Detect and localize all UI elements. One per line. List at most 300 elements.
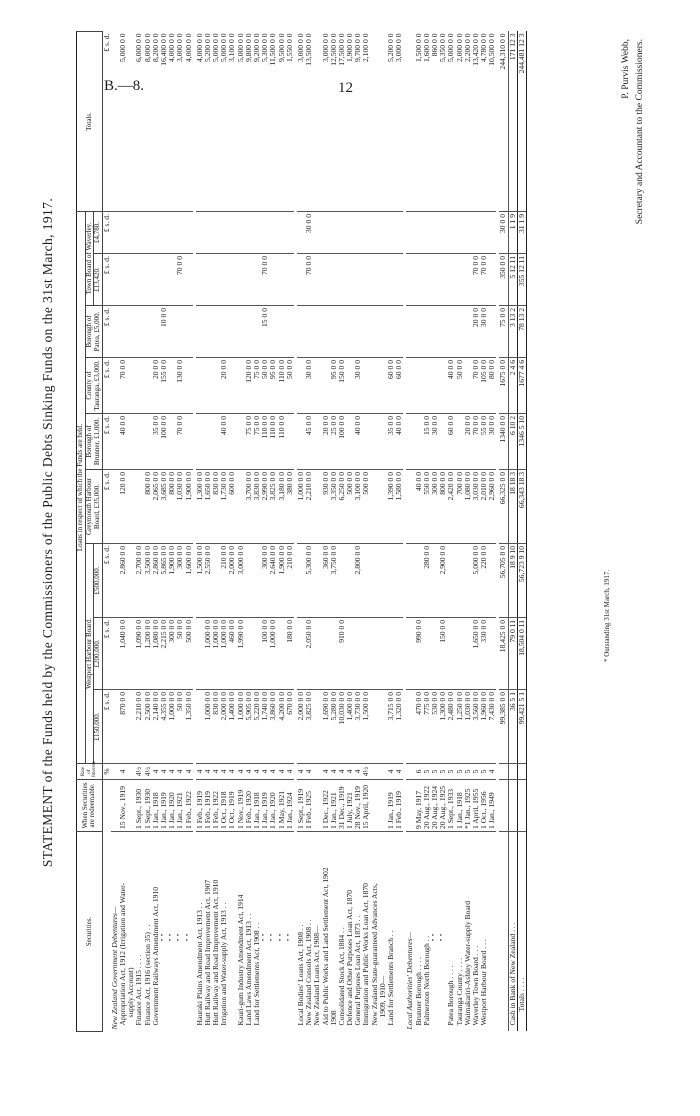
security-cell: " " [158, 933, 168, 942]
amount-cell: 75 0 0 [253, 414, 261, 470]
security-cell: General Purposes Loan Act, 1873 . . [353, 915, 363, 1026]
amount-cell: 3,730 0 0 [354, 690, 362, 764]
amount-cell: 50 0 0 [176, 690, 184, 764]
amount-cell: 1 1 9 [508, 212, 517, 254]
amount-cell [447, 618, 455, 690]
rate-cell: 5 [423, 764, 431, 780]
redeemable-cell: 1 Feb., 1922 [185, 780, 193, 832]
amount-cell: 30 0 0 [431, 414, 439, 470]
amount-cell: 30 0 0 [480, 306, 488, 358]
amount-cell: 110 0 0 [261, 414, 269, 470]
amount-cell [395, 544, 403, 618]
redeemable-cell: 1 Oct., 1956 [480, 780, 488, 832]
security-cell: Land Laws Amendment Act, 1913 . . [243, 913, 253, 1026]
amount-cell: 10,030 0 0 [338, 690, 346, 764]
amount-cell: 3,500 0 0 [144, 544, 152, 618]
table-body [102, 32, 526, 1032]
total-cell: 9,800 0 0 [245, 32, 253, 212]
redeemable-cell: 20 Aug., 1922 [423, 780, 431, 832]
redeemable-cell: 1 Feb., 1919 [395, 780, 403, 832]
amount-cell [431, 306, 439, 358]
amount-cell: 300 0 0 [176, 544, 184, 618]
security-cell [395, 832, 403, 1032]
rate-cell: 4 [330, 764, 338, 780]
amount-cell [160, 212, 168, 254]
amount-cell: 30 0 0 [499, 212, 508, 254]
statement-title: STATEMENT of the Funds held by the Commissioners of the Public Debts Sinking Funds on the 31st March, 1917. [40, 197, 55, 868]
amount-cell: 300 0 0 [431, 470, 439, 544]
amount-cell: 300 0 0 [261, 544, 269, 618]
total-cell: 3,100 0 0 [228, 32, 236, 212]
page-number: 12 [338, 80, 353, 96]
amount-cell: 100 0 0 [261, 618, 269, 690]
rate-cell [371, 764, 379, 780]
westport-500-header: £500,000. [94, 544, 103, 618]
table-row [431, 32, 439, 1032]
amount-cell: 775 0 0 [423, 690, 431, 764]
amount-cell: 20 0 0 [464, 414, 472, 470]
security-cell: Defence and Other Purposes Loan Act, 1870 [345, 889, 355, 1026]
total-cell: 8,200 0 0 [152, 32, 160, 212]
total-cell: 244,481 12 3 [517, 32, 526, 212]
table-row [176, 32, 184, 1032]
amount-cell [278, 254, 286, 306]
amount-cell [168, 212, 176, 254]
security-cell: New Zealand State-guaranteed Advances Acts, [369, 883, 379, 1026]
amount-cell: 95 0 0 [269, 358, 277, 414]
security-cell: Finance Act, 1916 (section 35) . . [142, 924, 152, 1026]
amount-cell [322, 212, 330, 254]
redeemable-cell: 1 Sept., 1930 [144, 780, 152, 832]
amount-cell: 100 0 0 [338, 414, 346, 470]
securities-header: Securities. [77, 832, 103, 1032]
amount-cell: 31 1 9 [517, 212, 526, 254]
redeemable-cell: 20 Aug., 1925 [439, 780, 447, 832]
total-cell: 11,500 0 0 [269, 32, 277, 212]
units-cell: £ s. d. [102, 414, 111, 470]
amount-cell: 110 0 0 [278, 358, 286, 414]
amount-cell: 2,860 0 0 [152, 544, 160, 618]
table-row [406, 32, 414, 1032]
amount-cell [119, 254, 127, 306]
amount-cell: 3,000 0 0 [237, 544, 245, 618]
amount-cell: 3,030 0 0 [472, 470, 480, 544]
rate-cell: 4 [269, 764, 277, 780]
amount-cell: 120 0 0 [245, 358, 253, 414]
amount-cell: 55 0 0 [480, 414, 488, 470]
total-cell: 17,500 0 0 [338, 32, 346, 212]
amount-cell: 1,960 0 0 [480, 690, 488, 764]
table-row [362, 32, 370, 1032]
rate-cell: 4 [237, 764, 245, 780]
redeemable-cell: 1 Feb., 1922 [212, 780, 220, 832]
table-row [286, 32, 294, 1032]
redeemable-cell: 31 Dec., 1919 [338, 780, 346, 832]
amount-cell [456, 254, 464, 306]
total-cell: 1,600 0 0 [423, 32, 431, 212]
rate-cell: 4 [253, 764, 261, 780]
table-row [456, 32, 464, 1032]
amount-cell: 500 0 0 [346, 470, 354, 544]
amount-cell [379, 544, 387, 618]
amount-cell [144, 306, 152, 358]
rate-cell: 4 [286, 764, 294, 780]
security-cell: Appropriation Act, 1912 (Irrigation and Water- [118, 883, 128, 1026]
amount-cell: 3,825 0 0 [305, 690, 313, 764]
amount-cell [176, 212, 184, 254]
table-row [253, 32, 261, 1032]
amount-cell [406, 254, 414, 306]
amount-cell: 5,220 0 0 [253, 690, 261, 764]
amount-cell [354, 618, 362, 690]
table-row [472, 32, 480, 1032]
amount-cell [228, 254, 236, 306]
total-cell: 3,000 0 0 [176, 32, 184, 212]
amount-cell: 1,030 0 0 [464, 690, 472, 764]
redeemable-cell [499, 780, 508, 832]
table-row [379, 32, 387, 1032]
table-row [423, 32, 431, 1032]
amount-cell: 300 0 0 [168, 618, 176, 690]
amount-cell [313, 618, 321, 690]
signatory-name: P. Purvis Webb, [621, 39, 631, 99]
total-cell: 5,000 0 0 [220, 32, 228, 212]
security-cell: Aid to Public Works and Land Settlement Act, 1902 [320, 867, 330, 1026]
total-cell: 5,200 0 0 [204, 32, 212, 212]
total-cell: 5,000 0 0 [212, 32, 220, 212]
amount-cell [127, 414, 135, 470]
amount-cell: 1,690 0 0 [322, 690, 330, 764]
amount-cell [456, 544, 464, 618]
amount-cell [338, 254, 346, 306]
amount-cell: 1,250 0 0 [456, 690, 464, 764]
total-cell: 13,420 0 0 [472, 32, 480, 212]
amount-cell: 1,000 0 0 [297, 470, 305, 544]
amount-cell [488, 306, 496, 358]
patea-header: Borough of Patea, £5,000. [85, 306, 102, 358]
amount-cell: 350 0 0 [499, 254, 508, 306]
amount-cell: 15 0 0 [423, 414, 431, 470]
amount-cell: 280 0 0 [423, 544, 431, 618]
amount-cell: 70 0 0 [261, 254, 269, 306]
redeemable-cell: 1 Oct., 1918 [220, 780, 228, 832]
amount-cell: 1,900 0 0 [168, 544, 176, 618]
units-cell: £ s. d. [102, 470, 111, 544]
total-cell: 5,300 0 0 [261, 32, 269, 212]
amount-cell: 30 0 0 [354, 358, 362, 414]
total-cell: 4,000 0 0 [168, 32, 176, 212]
amount-cell: 20 0 0 [220, 358, 228, 414]
units-cell: £ s. d. [102, 618, 111, 690]
amount-cell [196, 414, 204, 470]
rate-header: Rate of Interest. [77, 764, 103, 780]
rate-cell: 4 [322, 764, 330, 780]
waverley-13420-header: £13,420. [94, 254, 103, 306]
total-cell: 3,000 0 0 [322, 32, 330, 212]
amount-cell: 2,480 0 0 [447, 690, 455, 764]
amount-cell [387, 254, 395, 306]
table-row [212, 32, 220, 1032]
amount-cell [119, 306, 127, 358]
amount-cell: 5,865 0 0 [160, 544, 168, 618]
amount-cell: 70 0 0 [480, 254, 488, 306]
security-cell: Land for Settlements Branch . . [386, 930, 396, 1026]
security-cell: Palmerston North Borough . . [421, 935, 431, 1026]
amount-cell: 7,430 0 0 [488, 690, 496, 764]
amount-cell: 600 0 0 [228, 470, 236, 544]
amount-cell [371, 544, 379, 618]
amount-cell: 330 0 0 [480, 618, 488, 690]
amount-cell [135, 306, 143, 358]
amount-cell: 3,830 0 0 [253, 470, 261, 544]
amount-cell: 1,900 0 0 [185, 470, 193, 544]
amount-cell [488, 254, 496, 306]
amount-cell: 5,280 0 0 [330, 690, 338, 764]
security-cell: " " [429, 933, 439, 942]
amount-cell: 3,825 0 0 [269, 470, 277, 544]
redeemable-cell: 1 Dec., 1922 [322, 780, 330, 832]
amount-cell [406, 212, 414, 254]
amount-cell [447, 306, 455, 358]
amount-cell: 3,685 0 0 [160, 470, 168, 544]
amount-cell: 35 0 0 [152, 414, 160, 470]
table-row [371, 32, 379, 1032]
total-cell: 2,100 0 0 [362, 32, 370, 212]
amount-cell: 1,000 0 0 [212, 618, 220, 690]
brunner-header: Borough of Brunner, £1,000. [85, 414, 102, 470]
amount-cell [346, 212, 354, 254]
table-row [144, 32, 152, 1032]
amount-cell: 150 0 0 [439, 618, 447, 690]
security-cell: " " [175, 933, 185, 942]
amount-cell: 40 0 0 [395, 414, 403, 470]
amount-cell [119, 212, 127, 254]
amount-cell: 1,000 0 0 [204, 690, 212, 764]
amount-cell: 1675 0 0 [499, 358, 508, 414]
table-row [135, 32, 143, 1032]
amount-cell: 5,905 0 0 [245, 690, 253, 764]
units-cell: £ s. d. [102, 690, 111, 764]
amount-cell: 1,400 0 0 [346, 690, 354, 764]
redeemable-cell: 1 Sept., 1930 [135, 780, 143, 832]
amount-cell [415, 254, 423, 306]
amount-cell [313, 212, 321, 254]
amount-cell: 2,640 0 0 [269, 544, 277, 618]
redeemable-cell: *1 Jan., 1925 [464, 780, 472, 832]
amount-cell: 130 0 0 [176, 358, 184, 414]
amount-cell [152, 212, 160, 254]
amount-cell [127, 306, 135, 358]
amount-cell: 1,030 0 0 [176, 470, 184, 544]
amount-cell [488, 618, 496, 690]
amount-cell [362, 544, 370, 618]
amount-cell: 2,210 0 0 [135, 690, 143, 764]
amount-cell: 220 0 0 [480, 544, 488, 618]
security-cell: 1909, 1910— [377, 975, 387, 1018]
amount-cell: 1,730 0 0 [220, 470, 228, 544]
amount-cell [387, 306, 395, 358]
total-cell: 13,500 0 0 [305, 32, 313, 212]
table-row [245, 32, 253, 1032]
amount-cell: 75 0 0 [499, 306, 508, 358]
amount-cell: 800 0 0 [439, 470, 447, 544]
amount-cell [127, 212, 135, 254]
total-cell: 2,200 0 0 [464, 32, 472, 212]
redeemable-cell: 1 Jan., 1919 [387, 780, 395, 832]
rate-cell: 6 [415, 764, 423, 780]
units-cell: £ s. d. [102, 544, 111, 618]
amount-cell: 3 13 2 [508, 306, 517, 358]
total-cell: 3,000 0 0 [395, 32, 403, 212]
total-cell: 1,550 0 0 [286, 32, 294, 212]
total-cell: 8,000 0 0 [144, 32, 152, 212]
amount-cell: 2,000 0 0 [297, 690, 305, 764]
amount-cell [269, 306, 277, 358]
total-cell: 5,350 0 0 [439, 32, 447, 212]
redeemable-cell: 1 Jan., 1921 [330, 780, 338, 832]
amount-cell [185, 358, 193, 414]
rate-cell: 4 [185, 764, 193, 780]
rate-cell: 4 [261, 764, 269, 780]
amount-cell: 110 0 0 [278, 414, 286, 470]
redeemable-cell: 1 Jan., 1920 [269, 780, 277, 832]
amount-cell [135, 254, 143, 306]
amount-cell: 2 4 6 [508, 358, 517, 414]
amount-cell: 70 0 0 [176, 254, 184, 306]
amount-cell [253, 212, 261, 254]
signatory-role: Secretary and Accountant to the Commissioners. [634, 39, 645, 225]
amount-cell: 36 5 1 [508, 690, 517, 764]
table-row [338, 32, 346, 1032]
amount-cell: 910 0 0 [338, 618, 346, 690]
amount-cell: 550 0 0 [423, 470, 431, 544]
amount-cell [447, 254, 455, 306]
redeemable-cell: 1 May, 1921 [278, 780, 286, 832]
amount-cell: 1,000 0 0 [204, 618, 212, 690]
rate-cell: 5 [456, 764, 464, 780]
amount-cell [322, 254, 330, 306]
amount-cell [415, 358, 423, 414]
amount-cell: 1,080 0 0 [464, 470, 472, 544]
amount-cell [464, 212, 472, 254]
amount-cell: 66,325 0 0 [499, 470, 508, 544]
amount-cell [488, 544, 496, 618]
security-cell: Hauraki Plains Amendment Act, 1913 . . [194, 902, 204, 1026]
amount-cell [387, 618, 395, 690]
security-cell: Local Bodies' Loans Act, 1908 . . [295, 924, 305, 1026]
table-row [261, 32, 269, 1032]
security-cell: New Zealand Loans Act, 1908— [312, 925, 322, 1026]
amount-cell [313, 358, 321, 414]
units-cell: £ s. d. [102, 254, 111, 306]
westport-header: Westport Harbour Board. [85, 544, 94, 764]
security-cell: " " [276, 933, 286, 942]
rate-cell: 4 [354, 764, 362, 780]
rate-cell: 4 [228, 764, 236, 780]
amount-cell: 40 0 0 [415, 470, 423, 544]
rate-cell: 4 [346, 764, 354, 780]
amount-cell: 2,700 0 0 [135, 544, 143, 618]
amount-cell: 80 0 0 [488, 358, 496, 414]
sinking-funds-table [76, 31, 527, 1032]
amount-cell [127, 254, 135, 306]
amount-cell: 1677 4 6 [517, 358, 526, 414]
redeemable-cell: 1 Jan., 1918 [456, 780, 464, 832]
rate-cell: 4 [168, 764, 176, 780]
table-row [185, 32, 193, 1032]
amount-cell: 40 0 0 [220, 414, 228, 470]
amount-cell: 2,000 0 0 [228, 544, 236, 618]
amount-cell: 2,065 0 0 [152, 470, 160, 544]
security-cell: Brunner Borough . . . . [413, 956, 423, 1026]
amount-cell: 930 0 0 [322, 470, 330, 544]
amount-cell: 50 0 0 [456, 358, 464, 414]
amount-cell [371, 618, 379, 690]
rate-cell: 5 [464, 764, 472, 780]
total-cell: 9,700 0 0 [354, 32, 362, 212]
rate-cell: 4½ [144, 764, 152, 780]
amount-cell: 5,000 0 0 [472, 544, 480, 618]
amount-cell: 2,215 0 0 [160, 618, 168, 690]
total-cell: 2,000 0 0 [456, 32, 464, 212]
redeemable-cell [517, 780, 526, 832]
rate-cell: 4 [395, 764, 403, 780]
amount-cell: 1,300 0 0 [439, 690, 447, 764]
amount-cell: 870 0 0 [119, 690, 127, 764]
redeemable-cell: 20 Aug., 1924 [431, 780, 439, 832]
amount-cell: 50 0 0 [176, 618, 184, 690]
amount-cell [406, 414, 414, 470]
amount-cell [387, 544, 395, 618]
table-row [168, 32, 176, 1032]
total-cell: 4,000 0 0 [196, 32, 204, 212]
totals-header: Totals. [77, 32, 103, 212]
amount-cell: 1,320 0 0 [395, 690, 403, 764]
amount-cell [185, 254, 193, 306]
amount-cell [488, 212, 496, 254]
amount-cell [415, 306, 423, 358]
amount-cell: 800 0 0 [168, 470, 176, 544]
total-cell: 3,000 0 0 [297, 32, 305, 212]
amount-cell [135, 414, 143, 470]
amount-cell [346, 254, 354, 306]
rate-cell: 4 [297, 764, 305, 780]
amount-cell [185, 306, 193, 358]
table-row [237, 32, 245, 1032]
amount-cell [338, 212, 346, 254]
amount-cell [245, 306, 253, 358]
amount-cell [354, 254, 362, 306]
amount-cell [135, 358, 143, 414]
amount-cell [406, 358, 414, 414]
security-cell: " " [438, 933, 448, 942]
amount-cell: 3,715 0 0 [387, 690, 395, 764]
cash-row [508, 32, 517, 1032]
amount-cell [286, 254, 294, 306]
redeemable-header: When Securities are redeemable. [77, 780, 103, 832]
amount-cell [439, 254, 447, 306]
redeemable-cell: 1 Jan., 1919 [261, 780, 269, 832]
amount-cell: 1,390 0 0 [387, 470, 395, 544]
redeemable-cell: 1 Sept., 1933 [447, 780, 455, 832]
amount-cell: 1346 5 10 [517, 414, 526, 470]
amount-cell: 25 0 0 [330, 414, 338, 470]
rate-cell: 4 [152, 764, 160, 780]
rate-cell: 4 [338, 764, 346, 780]
table-row [269, 32, 277, 1032]
amount-cell: 3,100 0 0 [354, 470, 362, 544]
amount-cell [212, 212, 220, 254]
